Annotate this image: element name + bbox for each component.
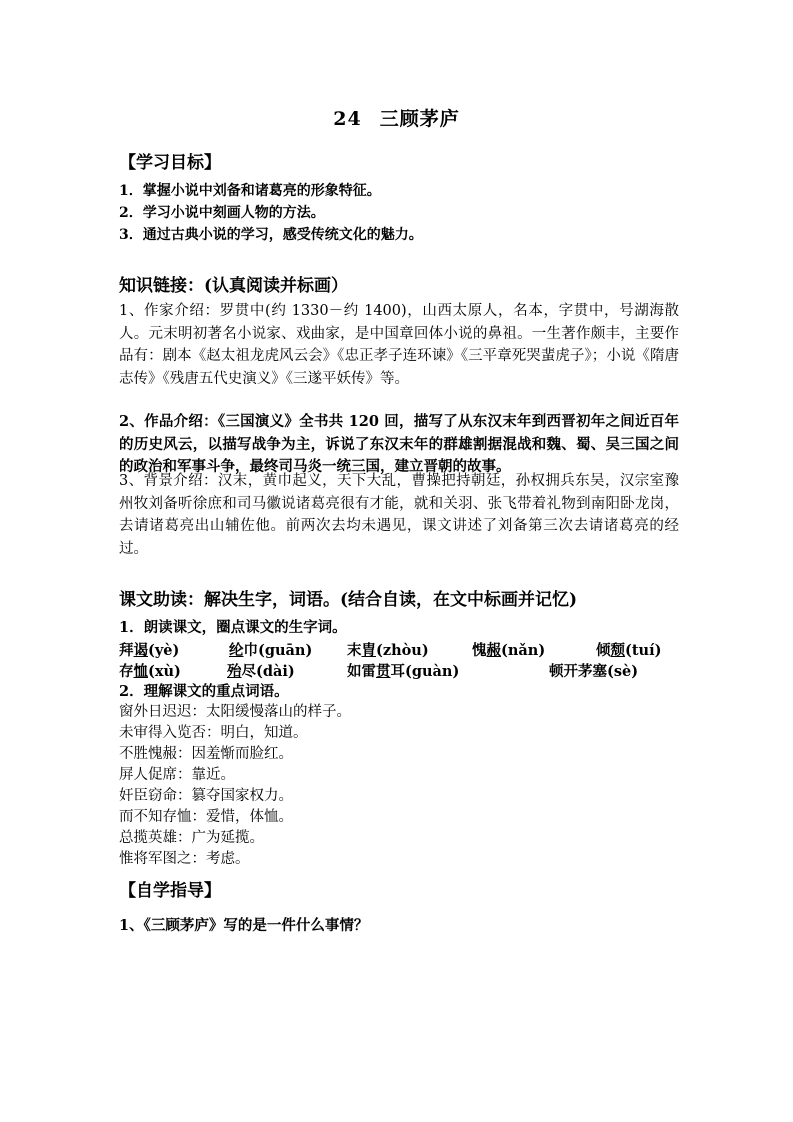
lesson-title: 三顾茅庐 [379,108,460,130]
objectives-list [119,180,423,246]
knowledge-heading: 知识链接：(认真阅读并标画） [119,276,349,296]
term-item: 奸臣窃命：篡夺国家权力。 [119,788,293,804]
author-intro [119,300,679,390]
reading-question-1: 1．朗读课文，圈点课文的生字词。 [119,619,347,636]
reading-question-2: 2．理解课文的重点词语。 [119,683,289,700]
vocab-word: 纶巾(guān) [229,642,313,659]
objectives-heading: 【学习目标】 [119,153,221,173]
work-intro-text: 2、作品介绍：《三国演义》全书共 120 回，描写了从东汉末年到西晋初年之间近百年的历史风云，以描写战争为主，诉说了东汉末年的群雄割据混战和魏、蜀、吴三国之间的政治和军事斗争，最终司马炎一统三国，建立晋朝的故事。 [119,413,679,475]
vocab-word: 存恤(xù) [119,663,181,680]
vocab-word: 拜谒(yè) [119,642,180,659]
term-item: 不胜愧赧：因羞惭而脸红。 [119,746,293,762]
vocab-word: 愧赧(nǎn) [472,642,546,659]
author-intro-text: 1、作家介绍：罗贯中(约 1330－约 1400)，山西太原人，名本，字贯中，号湖海散人。元末明初著名小说家、戏曲家，是中国章回体小说的鼻祖。一生著作颇丰，主要作品有：剧本《赵太祖龙虎风云会》《忠正孝子连环谏》《三平章死哭蜚虎子》；小说《隋唐志传》《残唐五代史演义》《三遂平妖传》等。 [119,303,679,387]
term-item: 窗外日迟迟：太阳缓慢落山的样子。 [119,704,351,720]
vocab-word: 如雷贯耳(guàn) [347,663,460,680]
lesson-number: 24 [333,108,362,130]
vocab-word: 末胄(zhòu) [347,642,429,659]
term-item: 未审得入览否：明白，知道。 [119,725,308,741]
vocab-word: 顿开茅塞(sè) [549,663,639,680]
work-intro [119,411,679,479]
objective-item: 1．掌握小说中刘备和诸葛亮的形象特征。 [119,183,381,199]
vocab-word: 殆尽(dài) [227,663,295,680]
guide-heading: 【自学指导】 [119,881,221,901]
guide-question-1: 1、《三顾茅庐》写的是一件什么事情？ [119,917,369,934]
term-item: 而不知存恤：爱惜，体恤。 [119,809,293,825]
vocab-word: 倾颓(tuí) [596,642,662,659]
reading-heading: 课文助读：解决生字，词语。(结合自读，在文中标画并记忆) [119,590,578,610]
objective-item: 2．学习小说中刻画人物的方法。 [119,205,325,221]
term-item: 惟将军图之：考虑。 [119,851,250,867]
background-intro-text: 3、背景介绍：汉末，黄巾起义，天下大乱，曹操把持朝廷，孙权拥兵东吴，汉宗室豫州牧刘备听徐庶和司马徽说诸葛亮很有才能，就和关羽、张飞带着礼物到南阳卧龙岗，去请诸葛亮出山辅佐他。前两次去均未遇见，课文讲述了刘备第三次去请诸葛亮的经过。 [119,473,679,557]
objective-item: 3．通过古典小说的学习，感受传统文化的魅力。 [119,227,423,243]
page-title [0,104,793,131]
background-intro [119,470,679,560]
term-item: 总揽英雄：广为延揽。 [119,830,264,846]
term-item: 屏人促席：靠近。 [119,767,235,783]
